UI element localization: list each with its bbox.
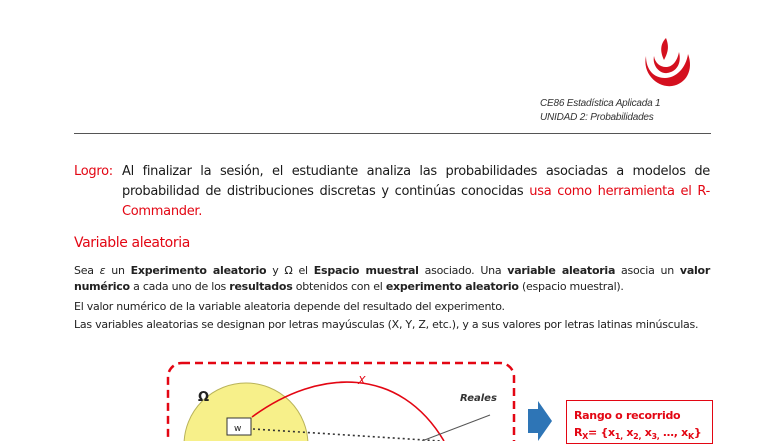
p1-text: Sea bbox=[74, 264, 100, 277]
logo-inner-ring bbox=[654, 52, 680, 73]
range-sub2: 2, bbox=[633, 432, 642, 442]
epsilon-symbol: ε bbox=[99, 264, 106, 277]
reals-line bbox=[422, 415, 490, 441]
range-x3: x bbox=[641, 426, 652, 439]
logro-block bbox=[74, 162, 710, 222]
course-title: CE86 Estadística Aplicada 1 bbox=[540, 98, 661, 109]
range-close: } bbox=[693, 426, 702, 439]
unit-title: UNIDAD 2: Probabilidades bbox=[540, 112, 654, 123]
notation-paragraph: Las variables aleatorias se designan por letras mayúsculas (X, Y, Z, etc.), y a sus valores por letras latinas minúsculas. bbox=[74, 318, 699, 331]
blue-arrow-icon bbox=[528, 401, 552, 441]
p1-text: (espacio muestral). bbox=[518, 280, 624, 293]
term-resultados: resultados bbox=[229, 280, 293, 293]
p1-text: el bbox=[292, 264, 314, 277]
logro-label: Logro: bbox=[74, 164, 113, 179]
omega-symbol: Ω bbox=[284, 264, 293, 277]
term-experimento: Experimento aleatorio bbox=[130, 264, 267, 277]
range-r-sub: X bbox=[582, 432, 589, 442]
reals-label: Reales bbox=[460, 393, 497, 404]
mapping-label: X bbox=[358, 374, 366, 387]
value-paragraph: El valor numérico de la variable aleatoria depende del resultado del experimento. bbox=[74, 300, 505, 313]
logro-text bbox=[122, 162, 710, 222]
section-title: Variable aleatoria bbox=[74, 235, 190, 251]
upc-logo bbox=[636, 34, 694, 90]
logro-text-highlight: usa como herramienta el R-Commander. bbox=[122, 184, 710, 219]
definition-paragraph bbox=[74, 263, 710, 295]
term-experimento-2: experimento aleatorio bbox=[385, 280, 519, 293]
term-variable: variable aleatoria bbox=[507, 264, 616, 277]
p1-text: asocia un bbox=[615, 264, 680, 277]
omega-label: Ω bbox=[198, 390, 210, 405]
range-sub3: 3, bbox=[651, 432, 660, 442]
logro-text-plain: Al finalizar la sesión, el estudiante analiza las probabilidades asociadas a modelos de probabilidad de distribuciones discretas y continúas conocidas bbox=[122, 164, 710, 199]
range-eq: = {x bbox=[588, 426, 615, 439]
header-divider bbox=[74, 133, 711, 134]
term-valor: valor numérico bbox=[74, 264, 711, 293]
term-espacio: Espacio muestral bbox=[313, 264, 419, 277]
range-subk: K bbox=[687, 432, 694, 442]
p1-text: asociado. Una bbox=[418, 264, 508, 277]
range-formula bbox=[574, 424, 706, 445]
p1-text: obtenidos con el bbox=[292, 280, 386, 293]
logo-flame bbox=[661, 38, 668, 60]
outcome-label: w bbox=[234, 424, 242, 434]
range-box bbox=[566, 400, 713, 444]
p1-text: un bbox=[105, 264, 131, 277]
range-sub1: 1, bbox=[614, 432, 623, 442]
range-title: Rango o recorrido bbox=[574, 409, 681, 422]
p1-text: y bbox=[266, 264, 285, 277]
range-dots: …, x bbox=[659, 426, 688, 439]
range-x2: x bbox=[622, 426, 634, 439]
range-r: R bbox=[574, 426, 583, 439]
course-info bbox=[540, 97, 660, 125]
p1-text: a cada uno de los bbox=[129, 280, 230, 293]
